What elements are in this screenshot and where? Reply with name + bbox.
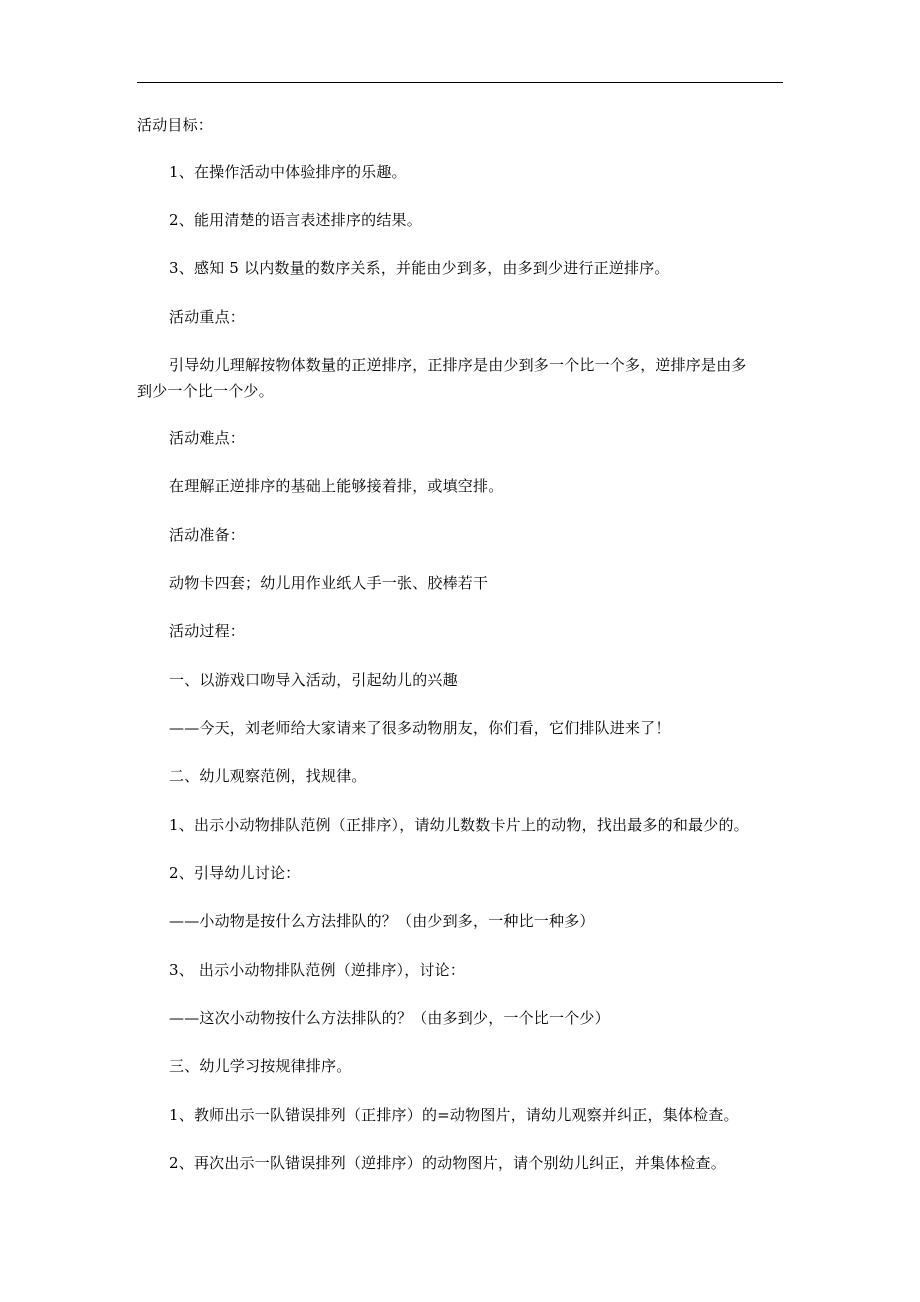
process-step-1-heading: 一、以游戏口吻导入活动，引起幼儿的兴趣: [169, 671, 458, 689]
process-step-3-heading: 三、幼儿学习按规律排序。: [169, 1057, 352, 1075]
process-step-2-item-2: 2、引导幼儿讨论：: [169, 864, 301, 882]
focus-paragraph-line-1: 引导幼儿理解按物体数量的正逆排序，正排序是由少到多一个比一个多，逆排序是由多: [169, 356, 747, 374]
process-step-1-dialogue: ——今天，刘老师给大家请来了很多动物朋友，你们看，它们排队进来了！: [169, 719, 671, 737]
section-heading-focus: 活动重点：: [169, 308, 246, 326]
process-step-2-item-1: 1、出示小动物排队范例（正排序），请幼儿数数卡片上的动物，找出最多的和最少的。: [169, 816, 749, 834]
section-heading-goals: 活动目标：: [137, 116, 214, 134]
focus-paragraph-line-2: 到少一个比一个少。: [137, 382, 274, 400]
process-step-2-item-3: 3、 出示小动物排队范例（逆排序），讨论：: [169, 961, 466, 979]
header-rule: [137, 82, 783, 83]
difficulty-paragraph: 在理解正逆排序的基础上能够接着排，或填空排。: [169, 477, 504, 495]
process-step-2-heading: 二、幼儿观察范例，找规律。: [169, 767, 367, 785]
goal-item-3: 3、感知 5 以内数量的数序关系，并能由少到多，由多到少进行正逆排序。: [169, 259, 670, 277]
section-heading-difficulty: 活动难点：: [169, 429, 246, 447]
process-step-2-question-1: ——小动物是按什么方法排队的？（由少到多，一种比一种多）: [169, 912, 595, 930]
goal-item-1: 1、在操作活动中体验排序的乐趣。: [169, 163, 407, 181]
preparation-paragraph: 动物卡四套；幼儿用作业纸人手一张、胶棒若干: [169, 574, 489, 592]
process-step-3-item-1: 1、教师出示一队错误排列（正排序）的=动物图片，请幼儿观察并纠正，集体检查。: [169, 1106, 739, 1124]
section-heading-preparation: 活动准备：: [169, 526, 246, 544]
process-step-2-question-2: ——这次小动物按什么方法排队的？（由多到少，一个比一个少）: [169, 1009, 610, 1027]
section-heading-process: 活动过程：: [169, 622, 246, 640]
process-step-3-item-2: 2、再次出示一队错误排列（逆排序）的动物图片，请个别幼儿纠正，并集体检查。: [169, 1154, 726, 1172]
goal-item-2: 2、能用清楚的语言表述排序的结果。: [169, 211, 422, 229]
